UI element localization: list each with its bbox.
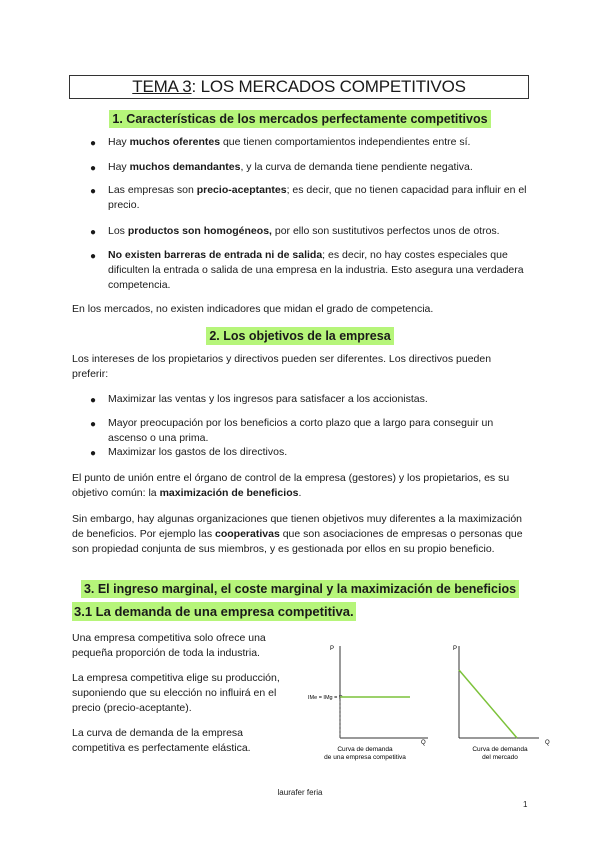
market-demand-graph (445, 640, 565, 770)
paragraph: En los mercados, no existen indicadores que midan el grado de competencia. (72, 303, 434, 315)
list-item: Los productos son homogéneos, por ello son sustitutivos perfectos unos de otros. (108, 225, 500, 237)
paragraph: El punto de unión entre el órgano de control de la empresa (gestores) y los propietarios, es su objetivo común: la maximización de beneficios. (72, 472, 510, 499)
graph-caption-line2: del mercado (482, 754, 518, 761)
paragraph: Los intereses de los propietarios y directivos pueden ser diferentes. Los directivos pueden preferir: (72, 353, 492, 380)
list-item: No existen barreras de entrada ni de salida; es decir, no hay costes especiales que dificulten la entrada o salida de una empresa en la industria. Esto asegura una verdadera competencia. (108, 249, 524, 291)
section-2-heading: 2. Los objetivos de la empresa (0, 327, 600, 345)
bullet-dot: ● (90, 186, 97, 197)
subsection-heading: 3.1 La demanda de una empresa competitiva. (74, 604, 354, 619)
paragraph: La empresa competitiva elige su producción, suponiendo que su elección no influirá en el precio (precio-aceptante). (72, 672, 280, 714)
bullet-dot: ● (90, 395, 97, 406)
bullet-dot: ● (90, 227, 97, 238)
paragraph: Una empresa competitiva solo ofrece una pequeña proporción de toda la industria. (72, 632, 266, 659)
section-1-heading: 1. Características de los mercados perfectamente competitivos (0, 110, 600, 128)
bullet-dot: ● (90, 138, 97, 149)
title-topic: TEMA 3 (132, 77, 192, 96)
bullet-dot: ● (90, 163, 97, 174)
graph-caption-line1: Curva de demanda (337, 746, 393, 753)
list-item: Maximizar las ventas y los ingresos para satisfacer a los accionistas. (108, 393, 428, 405)
paragraph: La curva de demanda de la empresa competitiva es perfectamente elástica. (72, 727, 251, 754)
document-title (69, 75, 529, 99)
demand-line-label: IMe = IMg = P (308, 695, 343, 701)
demand-curve (459, 670, 517, 738)
paragraph: Sin embargo, hay algunas organizaciones que tienen objetivos muy diferentes a la maximización de beneficios. Por ejemplo las cooperativas que son asociaciones de empresas o personas que son propiedad conjunta de sus miembros, y es gestionada por ellos en su propio beneficio. (72, 513, 523, 555)
bullet-dot: ● (90, 419, 97, 430)
list-item: Hay muchos oferentes que tienen comportamientos independientes entre sí. (108, 136, 471, 148)
x-axis-label: Q (421, 740, 426, 746)
title-text: : LOS MERCADOS COMPETITIVOS (191, 77, 466, 96)
y-axis-label: P (453, 646, 458, 652)
page-number: 1 (523, 800, 528, 809)
list-item: Mayor preocupación por los beneficios a corto plazo que a largo para conseguir un ascenso o una prima. (108, 417, 494, 444)
bullet-dot: ● (90, 448, 97, 459)
list-item: Las empresas son precio-aceptantes; es decir, que no tienen capacidad para influir en el precio. (108, 184, 527, 211)
list-item: Maximizar los gastos de los directivos. (108, 446, 288, 458)
footer-author: laurafer feria (277, 788, 323, 797)
x-axis-label: Q (545, 740, 550, 746)
section-3-heading: 3. El ingreso marginal, el coste marginal y la maximización de beneficios (0, 580, 600, 598)
graph-caption-line1: Curva de demanda (472, 746, 528, 753)
bullet-dot: ● (90, 251, 97, 262)
firm-demand-graph (290, 640, 440, 770)
graph-caption-line2: de una empresa competitiva (324, 754, 406, 761)
list-item: Hay muchos demandantes, y la curva de demanda tiene pendiente negativa. (108, 161, 473, 173)
y-axis-label: P (330, 646, 335, 652)
